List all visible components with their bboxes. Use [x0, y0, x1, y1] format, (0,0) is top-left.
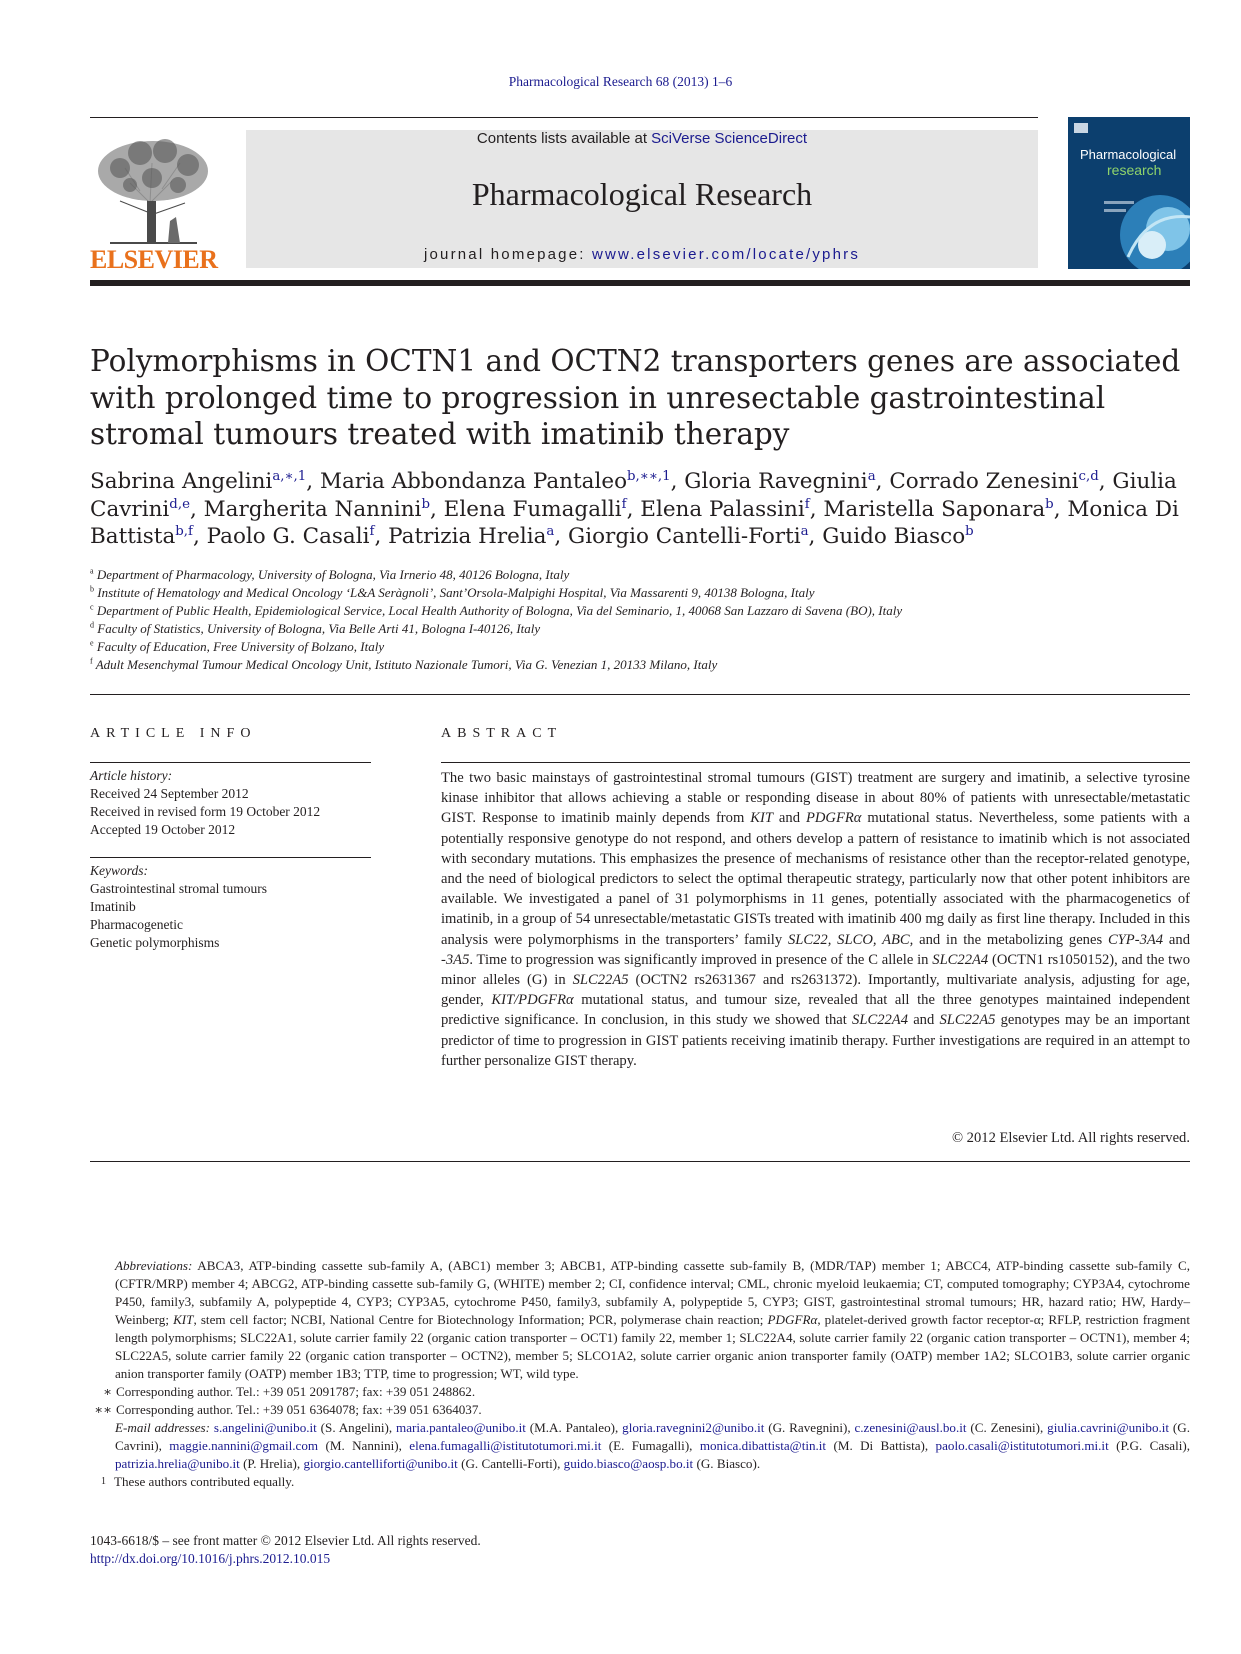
affiliation-label: f: [90, 656, 93, 666]
affiliation: [90, 602, 1190, 620]
author-name: Patrizia Hrelia: [388, 524, 547, 549]
author-name: Maristella Saponara: [823, 496, 1046, 522]
abstract-gene: CYP-3A4: [1107, 931, 1164, 948]
author-affiliation-marker[interactable]: c,d: [1078, 468, 1099, 484]
author-name: Paolo G. Casali: [206, 524, 370, 549]
email-label: E-mail addresses:: [115, 1420, 210, 1435]
affiliation: [90, 584, 1190, 602]
abbreviations-gene: KIT: [173, 1312, 194, 1327]
affiliation-text: Faculty of Statistics, University of Bologna, Via Belle Arti 41, Bologna I-40126, Italy: [97, 621, 541, 636]
email-link[interactable]: s.angelini@unibo.it: [213, 1420, 317, 1435]
email-link[interactable]: c.zenesini@ausl.bo.it: [854, 1420, 967, 1435]
email-owner: (P. Hrelia),: [243, 1456, 304, 1471]
affiliation-text: Faculty of Education, Free University of Bolzano, Italy: [96, 639, 385, 654]
affiliation-label: b: [90, 584, 95, 594]
abstract-segment: and: [1163, 931, 1190, 948]
author-affiliation-marker[interactable]: b: [1045, 496, 1054, 512]
keyword: Genetic polymorphisms: [90, 935, 220, 950]
sciencedirect-link[interactable]: SciVerse ScienceDirect: [651, 130, 808, 147]
email-owner: (G. Cantelli-Forti),: [461, 1456, 564, 1471]
keyword: Imatinib: [90, 899, 136, 914]
abbreviations: [90, 1257, 1190, 1383]
homepage-line: [246, 246, 1038, 263]
email-owner: (E. Fumagalli),: [608, 1438, 700, 1453]
affiliation: [90, 620, 1190, 638]
keywords: [90, 862, 371, 952]
affiliation-list: [90, 566, 1190, 674]
email-owner: (C. Zenesini),: [970, 1420, 1048, 1435]
homepage-link[interactable]: www.elsevier.com/locate/yphrs: [591, 246, 861, 263]
abstract-gene: KIT: [750, 810, 773, 827]
affiliation-label: a: [90, 566, 94, 576]
affiliation: [90, 638, 1190, 656]
history-item: Received in revised form 19 October 2012: [90, 804, 321, 819]
abstract-segment: mutational status. Nevertheless, some patients with a potentially responsive genotype do not respond, and others develop a pattern of resistance to imatinib which is not associated with secondary mutations. This emphasizes the presence of mechanisms of resistance other than the receptor-related genotype, and the need of biological predictors to select the optimal therapeutic strategy, particularly now that other potent inhibitors are available. We investigated a panel of 31 polymorphisms in 11 genes, potentially associated with the pharmacogenetics of imatinib, in a group of 54 unresectable/metastatic GISTs treated with imatinib 400 mg daily as first line therapy. Included in this analysis were polymorphisms in the transporters’ family: [441, 810, 1190, 948]
email-link[interactable]: patrizia.hrelia@unibo.it: [115, 1456, 240, 1471]
abbreviations-label: Abbreviations:: [115, 1258, 193, 1273]
abstract-end-rule: [90, 1161, 1190, 1162]
author-name: Giorgio Cantelli-Forti: [568, 524, 801, 549]
affiliation-text: Department of Public Health, Epidemiological Service, Local Health Authority of Bologna, Via del Seminario, 1, 40068 San Lazzaro di Savena (BO), Italy: [96, 603, 903, 618]
cover-title-research: research: [1107, 162, 1162, 178]
affiliation: [90, 656, 1190, 674]
footnote-mark: ∗: [103, 1384, 112, 1399]
author-name: Elena Fumagalli: [443, 496, 622, 522]
author-name: Margherita Nannini: [203, 496, 422, 522]
affiliation-text: Institute of Hematology and Medical Oncology ‘L&A Seràgnoli’, Sant’Orsola-Malpighi Hospital, Via Massarenti 9, 40138 Bologna, Italy: [97, 585, 815, 600]
author-name: Guido Biasco: [822, 524, 966, 549]
equal-contribution-text: These authors contributed equally.: [114, 1474, 295, 1489]
abstract-gene: SLC22A4: [932, 951, 989, 968]
email-owner: (S. Angelini),: [320, 1420, 397, 1435]
author-name: Maria Abbondanza Pantaleo: [319, 469, 628, 494]
email-link[interactable]: elena.fumagalli@istitutotumori.mi.it: [409, 1438, 602, 1453]
author-affiliation-marker[interactable]: b,f: [175, 523, 193, 539]
journal-name: Pharmacological Research: [471, 176, 813, 212]
history-item: Received 24 September 2012: [90, 786, 249, 801]
keyword: Pharmacogenetic: [90, 917, 183, 932]
elsevier-wordmark: ELSEVIER: [90, 245, 218, 274]
abstract-gene: -3A5: [441, 951, 470, 968]
abstract-segment: The two basic mainstays of gastrointestinal stromal tumours (GIST) treatment are surgery and imatinib, a selective tyrosine kinase inhibitor that allows achieving a stable or responding disease in about 80% of patients with unresectable/metastatic GIST. Response to imatinib mainly depends from: [441, 770, 1190, 827]
footnote-mark: 1: [101, 1476, 106, 1487]
email-owner: (P.G. Casali),: [1116, 1438, 1191, 1453]
abstract-segment: mutational status, and tumour size, revealed that all the three genotypes maintained independent predictive significance. In conclusion, in this study we showed that: [441, 992, 1190, 1029]
abstract-gene: SLC22, SLCO, ABC,: [787, 931, 914, 948]
author-affiliation-marker[interactable]: a: [546, 523, 555, 539]
abstract-segment: . Time to progression was significantly improved in presence of the C allele in: [469, 951, 933, 968]
email-owner: (G. Ravegnini),: [768, 1420, 855, 1435]
abbreviations-segment: ABCA3, ATP-binding cassette sub-family A, (ABC1) member 3; ABCB1, ATP-binding cassette sub-family B, (MDR/TAP) member 1; ABCC4, ATP-binding cassette sub-family C, (CFTR/MRP) member 4; ABCG2, ATP-binding cassette sub-family G, (WHITE) member 2; CI, confidence interval; CML, chronic myeloid leukaemia; CT, computed tomography; CYP3A4, cytochrome P450, family3, subfamily A, polypeptide 4, CYP3; CYP3A5, cytochrome P450, family3, subfamily A, polypeptide 5, CYP3; GIST, gastrointestinal stromal tumours; HR, hazard ratio; HW, Hardy–Weinberg;: [115, 1258, 1190, 1327]
author-affiliation-marker[interactable]: a,∗,1: [272, 468, 307, 484]
affiliation-label: c: [90, 602, 94, 612]
author-affiliation-marker[interactable]: d,e: [169, 496, 190, 512]
history-item: Accepted 19 October 2012: [90, 822, 236, 837]
corresponding-author-2: [90, 1401, 1190, 1419]
abstract-segment: and: [772, 810, 806, 827]
homepage-prefix: journal homepage:: [423, 246, 592, 263]
author-affiliation-marker[interactable]: f: [369, 523, 375, 539]
contents-line: [246, 130, 1038, 147]
header-thick-rule: [90, 280, 1190, 286]
affiliation-text: Department of Pharmacology, University of Bologna, Via Irnerio 48, 40126 Bologna, Italy: [96, 567, 570, 582]
article-info-rule: [90, 762, 371, 763]
abstract-text: [441, 768, 1190, 1071]
email-owner: (M. Di Battista),: [833, 1438, 936, 1453]
header-rule: [90, 117, 1038, 118]
email-link[interactable]: gloria.ravegnini2@unibo.it: [622, 1420, 765, 1435]
email-link[interactable]: giorgio.cantelliforti@unibo.it: [303, 1456, 458, 1471]
history-label: Article history:: [90, 768, 173, 783]
footnotes: [90, 1257, 1190, 1491]
author-affiliation-marker[interactable]: a: [867, 468, 876, 484]
author-affiliation-marker[interactable]: b: [965, 523, 974, 539]
affiliation-text: Adult Mesenchymal Tumour Medical Oncology Unit, Istituto Nazionale Tumori, Via G. Venezian 1, 20133 Milano, Italy: [95, 657, 718, 672]
article-info-heading: ARTICLE INFO: [90, 726, 257, 741]
abstract-segment: (OCTN1 rs1050152), and the two minor alleles (G) in: [441, 951, 1190, 989]
keywords-rule: [90, 857, 371, 858]
affiliation-label: d: [90, 620, 95, 630]
author-affiliation-marker[interactable]: f: [621, 496, 627, 512]
affiliation-label: e: [90, 638, 94, 648]
abstract-heading: ABSTRACT: [441, 726, 563, 741]
author-affiliation-marker[interactable]: b: [421, 496, 430, 512]
corresponding-author-text: Corresponding author. Tel.: +39 051 2091787; fax: +39 051 248862.: [116, 1384, 476, 1399]
abstract-gene: SLC22A4: [852, 1012, 908, 1029]
abstract-gene: KIT/PDGFRα: [491, 992, 574, 1009]
author-affiliation-marker[interactable]: b,∗∗,1: [627, 468, 671, 484]
abbreviations-segment: , stem cell factor; NCBI, National Centre for Biotechnology Information; PCR, polymerase chain reaction;: [193, 1312, 768, 1327]
author-list: Sabrina Angelini$^{a,∗,1}$, Maria Abbondanza Pantaleo$^{b,∗∗,1}$, Gloria Ravegnini$^a$, Corrado Zenesini$^{c,d}$, Giulia Cavrini$^{d,e}$, Margherita Nannini$^b$, Elena Fumagalli$^f$, Elena Palassini$^f$, Maristella Saponara$^b$, Monica Di Battista$^{b,f}$, Paolo G. Casali$^f$, Patrizia Hrelia$^a$, Giorgio Cantelli-Forti$^a$, Guido Biasco$^b$: [90, 468, 1179, 549]
author-name: Monica Di Battista: [90, 496, 1179, 549]
email-link[interactable]: giulia.cavrini@unibo.it: [1047, 1420, 1170, 1435]
journal-citation[interactable]: Pharmacological Research 68 (2013) 1–6: [508, 74, 733, 89]
article-title: Polymorphisms in OCTN1 and OCTN2 transporters genes are associated with prolonged time to progression in unresectable gastrointestinal stromal tumours treated with imatinib therapy: [90, 344, 1181, 451]
author-affiliation-marker[interactable]: f: [804, 496, 810, 512]
author-name: Gloria Ravegnini: [684, 469, 868, 494]
email-owner: (G. Biasco).: [696, 1456, 761, 1471]
doi-link[interactable]: http://dx.doi.org/10.1016/j.phrs.2012.10.015: [90, 1551, 331, 1566]
abstract-segment: and: [908, 1012, 940, 1029]
email-link[interactable]: maggie.nannini@gmail.com: [169, 1438, 319, 1453]
email-addresses: [90, 1419, 1190, 1473]
email-link[interactable]: maria.pantaleo@unibo.it: [396, 1420, 526, 1435]
abbreviations-gene: PDGFRα: [767, 1312, 818, 1327]
equal-contribution: [90, 1473, 1190, 1491]
article-history: [90, 767, 371, 839]
keywords-label: Keywords:: [90, 863, 148, 878]
email-owner: (G. Cavrini),: [115, 1420, 1190, 1453]
issn-line: 1043-6618/$ – see front matter © 2012 Elsevier Ltd. All rights reserved.: [90, 1533, 481, 1548]
section-rule: [90, 694, 1190, 695]
keyword: Gastrointestinal stromal tumours: [90, 881, 267, 896]
author-name: Giulia Cavrini: [90, 469, 1177, 522]
email-link[interactable]: monica.dibattista@tin.it: [699, 1438, 827, 1453]
abstract-segment: and in the metabolizing genes: [913, 931, 1108, 948]
abstract-rule: [441, 762, 1190, 763]
footnote-mark: ∗∗: [94, 1402, 112, 1417]
affiliation: [90, 566, 1190, 584]
author-name: Sabrina Angelini: [90, 469, 273, 494]
email-owner: (M.A. Pantaleo),: [529, 1420, 623, 1435]
email-link[interactable]: paolo.casali@istitutotumori.mi.it: [935, 1438, 1109, 1453]
abstract-copyright: © 2012 Elsevier Ltd. All rights reserved.: [951, 1130, 1190, 1146]
abstract-gene: PDGFRα: [805, 810, 862, 827]
abstract-gene: SLC22A5: [939, 1012, 996, 1029]
corresponding-author-1: [90, 1383, 1190, 1401]
author-name: Elena Palassini: [640, 496, 805, 522]
cover-title-pharmacological: Pharmacological: [1080, 147, 1177, 162]
corresponding-author-text: Corresponding author. Tel.: +39 051 6364078; fax: +39 051 6364037.: [116, 1402, 482, 1417]
page-footer: [90, 1532, 1190, 1568]
abbreviations-segment: , platelet-derived growth factor receptor-α; RFLP, restriction fragment length polymorphisms; SLC22A1, solute carrier family 22 (organic cation transporter – OCT1) family 22, member 1; SLC22A4, solute carrier family 22 (organic cation transporter – OCTN1), member 4; SLC22A5, solute carrier family 22 (organic cation transporter – OCTN2), member 5; SLCO1A2, solute carrier organic anion transporter family (OATP) member 1A2; SLCO1B3, solute carrier organic anion transporter family (OATP) member 1B3; TTP, time to progression; WT, wild type.: [115, 1312, 1190, 1381]
contents-prefix: Contents lists available at: [476, 130, 652, 147]
email-owner: (M. Nannini),: [325, 1438, 410, 1453]
journal-cover-image: [1068, 117, 1190, 269]
email-link[interactable]: guido.biasco@aosp.bo.it: [563, 1456, 694, 1471]
author-affiliation-marker[interactable]: a: [800, 523, 809, 539]
author-name: Corrado Zenesini: [889, 469, 1079, 494]
abstract-gene: SLC22A5: [572, 972, 629, 989]
abstract-segment: genotypes may be an important predictor of time to progression in GIST patients receiving imatinib therapy. Further investigations are required in an attempt to further personalize GIST therapy.: [441, 1012, 1190, 1069]
abstract-segment: (OCTN2 rs2631367 and rs2631372). Importantly, multivariate analysis, adjusting for age, gender,: [441, 972, 1190, 1009]
